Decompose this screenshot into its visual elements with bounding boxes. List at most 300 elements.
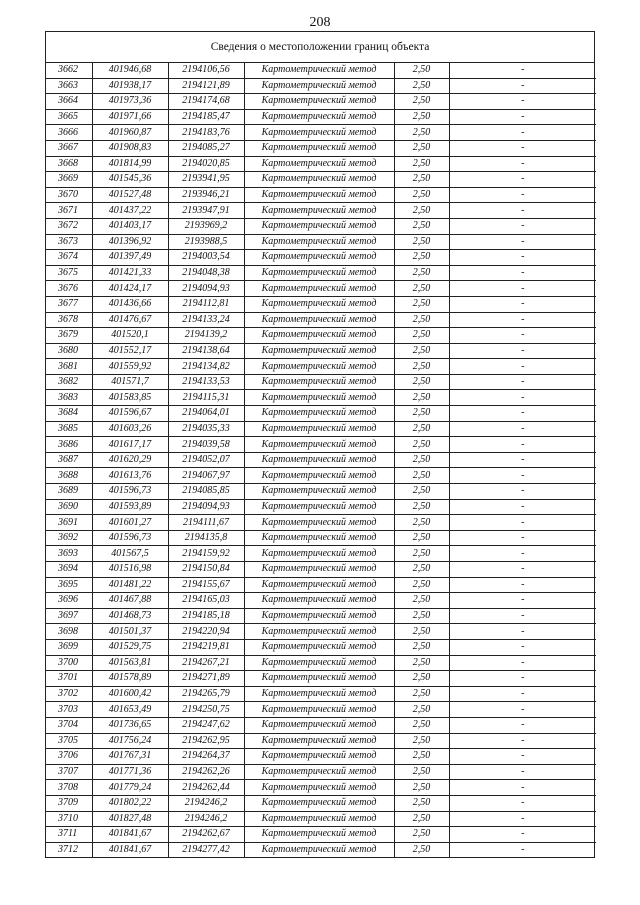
table-row xyxy=(46,218,596,234)
y-coordinate-cell: 2194262,67 xyxy=(168,827,244,843)
y-coordinate-cell: 2194064,01 xyxy=(168,406,244,422)
point-number-cell: 3662 xyxy=(58,64,78,76)
description-cell: - xyxy=(449,624,596,640)
accuracy-cell: 2,50 xyxy=(394,624,449,640)
y-coordinate-cell: 2194134,82 xyxy=(168,359,244,375)
x-coordinate-cell: 401593,89 xyxy=(92,499,168,515)
accuracy-cell: 2,50 xyxy=(394,593,449,609)
x-coordinate-cell: 401436,66 xyxy=(92,296,168,312)
accuracy-cell: 2,50 xyxy=(394,359,449,375)
y-coordinate-cell: 2194039,58 xyxy=(168,437,244,453)
y-coordinate-cell: 2194219,81 xyxy=(168,639,244,655)
x-coordinate-cell: 401468,73 xyxy=(92,608,168,624)
method-cell: Картометрический метод xyxy=(244,296,394,312)
method-cell: Картометрический метод xyxy=(244,265,394,281)
point-number-cell: 3682 xyxy=(46,374,92,390)
x-coordinate-cell: 401908,83 xyxy=(92,140,168,156)
x-coordinate-cell: 401767,31 xyxy=(92,749,168,765)
accuracy-cell: 2,50 xyxy=(394,78,449,94)
x-coordinate-cell: 401814,99 xyxy=(92,156,168,172)
table-row xyxy=(46,530,596,546)
point-number-cell: 3697 xyxy=(46,608,92,624)
description-cell: - xyxy=(449,811,596,827)
point-number-cell: 3712 xyxy=(46,842,92,857)
point-number-cell: 3709 xyxy=(46,795,92,811)
table-title: Сведения о местоположении границ объекта xyxy=(46,32,594,63)
point-number-cell: 3684 xyxy=(46,406,92,422)
accuracy-cell: 2,50 xyxy=(394,406,449,422)
point-number-cell: 3666 xyxy=(46,125,92,141)
accuracy-cell: 2,50 xyxy=(394,499,449,515)
point-number-cell: 3669 xyxy=(46,172,92,188)
coordinates-table xyxy=(46,63,596,857)
point-number-cell: 3681 xyxy=(46,359,92,375)
method-cell: Картометрический метод xyxy=(244,484,394,500)
accuracy-cell: 2,50 xyxy=(394,811,449,827)
method-cell: Картометрический метод xyxy=(244,343,394,359)
x-coordinate-cell: 401578,89 xyxy=(92,671,168,687)
description-cell: - xyxy=(449,827,596,843)
description-cell: - xyxy=(449,795,596,811)
x-coordinate-cell: 401529,75 xyxy=(92,639,168,655)
description-cell: - xyxy=(449,530,596,546)
accuracy-cell: 2,50 xyxy=(394,655,449,671)
point-number-cell: 3687 xyxy=(46,452,92,468)
y-coordinate-cell: 2194106,56 xyxy=(168,63,244,78)
accuracy-cell: 2,50 xyxy=(394,63,449,78)
method-cell: Картометрический метод xyxy=(244,702,394,718)
y-coordinate-cell: 2194003,54 xyxy=(168,250,244,266)
description-cell: - xyxy=(449,172,596,188)
point-number-cell: 3674 xyxy=(46,250,92,266)
y-coordinate-cell: 2194085,85 xyxy=(168,484,244,500)
accuracy-cell: 2,50 xyxy=(394,281,449,297)
accuracy-cell: 2,50 xyxy=(394,390,449,406)
point-number-cell: 3667 xyxy=(46,140,92,156)
method-cell: Картометрический метод xyxy=(244,624,394,640)
point-number-cell: 3706 xyxy=(46,749,92,765)
point-number-cell: 3668 xyxy=(46,156,92,172)
point-number-cell: 3698 xyxy=(46,624,92,640)
y-coordinate-cell: 2194264,37 xyxy=(168,749,244,765)
accuracy-cell: 2,50 xyxy=(394,312,449,328)
accuracy-cell: 2,50 xyxy=(394,234,449,250)
y-coordinate-cell: 2194247,62 xyxy=(168,717,244,733)
table-row xyxy=(46,312,596,328)
description-cell: - xyxy=(449,78,596,94)
table-row xyxy=(46,140,596,156)
point-number-cell: 3675 xyxy=(46,265,92,281)
description-cell: - xyxy=(449,187,596,203)
description-cell: - xyxy=(449,842,596,857)
y-coordinate-cell: 2194262,26 xyxy=(168,764,244,780)
description-cell: - xyxy=(449,234,596,250)
y-coordinate-cell: 2194262,95 xyxy=(168,733,244,749)
y-coordinate-cell: 2194185,47 xyxy=(168,109,244,125)
point-number-cell: 3688 xyxy=(46,468,92,484)
method-cell: Картометрический метод xyxy=(244,608,394,624)
description-cell: - xyxy=(449,702,596,718)
description-cell: - xyxy=(449,63,596,78)
description-cell: - xyxy=(449,421,596,437)
y-coordinate-cell: 2194133,53 xyxy=(168,374,244,390)
x-coordinate-cell: 401596,67 xyxy=(92,406,168,422)
x-coordinate-cell: 401571,7 xyxy=(92,374,168,390)
x-coordinate-cell: 401620,29 xyxy=(92,452,168,468)
accuracy-cell: 2,50 xyxy=(394,562,449,578)
description-cell: - xyxy=(449,499,596,515)
description-cell: - xyxy=(449,764,596,780)
point-number-cell: 3670 xyxy=(46,187,92,203)
y-coordinate-cell: 2194085,27 xyxy=(168,140,244,156)
y-coordinate-cell: 2193969,2 xyxy=(168,218,244,234)
accuracy-cell: 2,50 xyxy=(394,468,449,484)
method-cell: Картометрический метод xyxy=(244,530,394,546)
point-number-cell: 3683 xyxy=(46,390,92,406)
table-row xyxy=(46,78,596,94)
description-cell: - xyxy=(449,203,596,219)
accuracy-cell: 2,50 xyxy=(394,296,449,312)
x-coordinate-cell: 401802,22 xyxy=(92,795,168,811)
accuracy-cell: 2,50 xyxy=(394,530,449,546)
accuracy-cell: 2,50 xyxy=(394,842,449,857)
x-coordinate-cell: 401516,98 xyxy=(92,562,168,578)
y-coordinate-cell: 2194052,07 xyxy=(168,452,244,468)
method-cell: Картометрический метод xyxy=(244,125,394,141)
accuracy-cell: 2,50 xyxy=(394,125,449,141)
point-number-cell: 3680 xyxy=(46,343,92,359)
y-coordinate-cell: 2194135,8 xyxy=(168,530,244,546)
table-row xyxy=(46,390,596,406)
point-number-cell: 3701 xyxy=(46,671,92,687)
method-cell: Картометрический метод xyxy=(244,328,394,344)
accuracy-cell: 2,50 xyxy=(394,187,449,203)
point-number-cell: 3700 xyxy=(46,655,92,671)
method-cell: Картометрический метод xyxy=(244,593,394,609)
method-cell: Картометрический метод xyxy=(244,63,394,78)
table-row xyxy=(46,499,596,515)
description-cell: - xyxy=(449,281,596,297)
accuracy-cell: 2,50 xyxy=(394,156,449,172)
y-coordinate-cell: 2194048,38 xyxy=(168,265,244,281)
y-coordinate-cell: 2194094,93 xyxy=(168,281,244,297)
method-cell: Картометрический метод xyxy=(244,749,394,765)
x-coordinate-cell: 401617,17 xyxy=(92,437,168,453)
x-coordinate-cell: 401545,36 xyxy=(92,172,168,188)
point-number-cell: 3710 xyxy=(46,811,92,827)
table-row xyxy=(46,515,596,531)
y-coordinate-cell: 2194150,84 xyxy=(168,562,244,578)
method-cell: Картометрический метод xyxy=(244,78,394,94)
point-number-cell: 3685 xyxy=(46,421,92,437)
accuracy-cell: 2,50 xyxy=(394,250,449,266)
table-row xyxy=(46,374,596,390)
description-cell: - xyxy=(449,468,596,484)
table-row xyxy=(46,172,596,188)
x-coordinate-cell: 401973,36 xyxy=(92,94,168,110)
method-cell: Картометрический метод xyxy=(244,577,394,593)
table-row xyxy=(46,94,596,110)
accuracy-cell: 2,50 xyxy=(394,515,449,531)
method-cell: Картометрический метод xyxy=(244,452,394,468)
point-number-cell: 3689 xyxy=(46,484,92,500)
method-cell: Картометрический метод xyxy=(244,686,394,702)
y-coordinate-cell: 2194250,75 xyxy=(168,702,244,718)
accuracy-cell: 2,50 xyxy=(394,827,449,843)
x-coordinate-cell: 401527,48 xyxy=(92,187,168,203)
accuracy-cell: 2,50 xyxy=(394,702,449,718)
table-row xyxy=(46,655,596,671)
description-cell: - xyxy=(449,562,596,578)
x-coordinate-cell: 401613,76 xyxy=(92,468,168,484)
table-row xyxy=(46,733,596,749)
method-cell: Картометрический метод xyxy=(244,374,394,390)
y-coordinate-cell: 2193941,95 xyxy=(168,172,244,188)
table-row xyxy=(46,109,596,125)
boundary-table-sheet xyxy=(45,31,595,858)
y-coordinate-cell: 2194121,89 xyxy=(168,78,244,94)
method-cell: Картометрический метод xyxy=(244,780,394,796)
accuracy-cell: 2,50 xyxy=(394,218,449,234)
table-row xyxy=(46,624,596,640)
description-cell: - xyxy=(449,250,596,266)
description-cell: - xyxy=(449,94,596,110)
description-cell: - xyxy=(449,374,596,390)
method-cell: Картометрический метод xyxy=(244,562,394,578)
y-coordinate-cell: 2194185,18 xyxy=(168,608,244,624)
table-row xyxy=(46,63,596,78)
x-coordinate-cell: 401596,73 xyxy=(92,530,168,546)
description-cell: - xyxy=(449,343,596,359)
table-row xyxy=(46,702,596,718)
x-coordinate-cell: 401559,92 xyxy=(92,359,168,375)
point-number-cell: 3708 xyxy=(46,780,92,796)
table-row xyxy=(46,827,596,843)
method-cell: Картометрический метод xyxy=(244,827,394,843)
y-coordinate-cell: 2194020,85 xyxy=(168,156,244,172)
point-number-cell: 3664 xyxy=(46,94,92,110)
description-cell: - xyxy=(449,639,596,655)
y-coordinate-cell: 2194174,68 xyxy=(168,94,244,110)
table-row xyxy=(46,156,596,172)
x-coordinate-cell: 401421,33 xyxy=(92,265,168,281)
description-cell: - xyxy=(449,655,596,671)
table-row xyxy=(46,421,596,437)
x-coordinate-cell: 401938,17 xyxy=(92,78,168,94)
table-row xyxy=(46,328,596,344)
description-cell: - xyxy=(449,140,596,156)
method-cell: Картометрический метод xyxy=(244,109,394,125)
method-cell: Картометрический метод xyxy=(244,733,394,749)
y-coordinate-cell: 2194155,67 xyxy=(168,577,244,593)
point-number-cell: 3663 xyxy=(46,78,92,94)
method-cell: Картометрический метод xyxy=(244,250,394,266)
y-coordinate-cell: 2194035,33 xyxy=(168,421,244,437)
description-cell: - xyxy=(449,593,596,609)
description-cell: - xyxy=(449,686,596,702)
method-cell: Картометрический метод xyxy=(244,172,394,188)
point-number-cell: 3704 xyxy=(46,717,92,733)
method-cell: Картометрический метод xyxy=(244,671,394,687)
table-row xyxy=(46,406,596,422)
x-coordinate-cell: 401552,17 xyxy=(92,343,168,359)
table-row xyxy=(46,749,596,765)
x-coordinate-cell: 401841,67 xyxy=(92,827,168,843)
y-coordinate-cell: 2194115,31 xyxy=(168,390,244,406)
description-cell: - xyxy=(449,733,596,749)
y-coordinate-cell: 2194139,2 xyxy=(168,328,244,344)
description-cell: - xyxy=(449,390,596,406)
description-cell: - xyxy=(449,608,596,624)
accuracy-cell: 2,50 xyxy=(394,328,449,344)
method-cell: Картометрический метод xyxy=(244,639,394,655)
y-coordinate-cell: 2194271,89 xyxy=(168,671,244,687)
y-coordinate-cell: 2194112,81 xyxy=(168,296,244,312)
x-coordinate-cell: 401771,36 xyxy=(92,764,168,780)
description-cell: - xyxy=(449,359,596,375)
method-cell: Картометрический метод xyxy=(244,234,394,250)
description-cell: - xyxy=(449,109,596,125)
x-coordinate-cell: 401563,81 xyxy=(92,655,168,671)
accuracy-cell: 2,50 xyxy=(394,484,449,500)
accuracy-cell: 2,50 xyxy=(394,343,449,359)
y-coordinate-cell: 2194183,76 xyxy=(168,125,244,141)
accuracy-cell: 2,50 xyxy=(394,374,449,390)
x-coordinate-cell: 401653,49 xyxy=(92,702,168,718)
description-cell: - xyxy=(449,717,596,733)
method-cell: Картометрический метод xyxy=(244,764,394,780)
x-coordinate-cell: 401567,5 xyxy=(92,546,168,562)
description-cell: - xyxy=(449,156,596,172)
x-coordinate-cell: 401403,17 xyxy=(92,218,168,234)
table-row xyxy=(46,484,596,500)
method-cell: Картометрический метод xyxy=(244,515,394,531)
method-cell: Картометрический метод xyxy=(244,156,394,172)
accuracy-cell: 2,50 xyxy=(394,717,449,733)
point-number-cell: 3678 xyxy=(46,312,92,328)
x-coordinate-cell: 401481,22 xyxy=(92,577,168,593)
y-coordinate-cell: 2194159,92 xyxy=(168,546,244,562)
method-cell: Картометрический метод xyxy=(244,795,394,811)
y-coordinate-cell: 2194067,97 xyxy=(168,468,244,484)
y-coordinate-cell: 2194165,03 xyxy=(168,593,244,609)
accuracy-cell: 2,50 xyxy=(394,780,449,796)
y-coordinate-cell: 2194262,44 xyxy=(168,780,244,796)
point-number-cell: 3699 xyxy=(46,639,92,655)
description-cell: - xyxy=(449,577,596,593)
method-cell: Картометрический метод xyxy=(244,811,394,827)
y-coordinate-cell: 2194277,42 xyxy=(168,842,244,857)
point-number-cell: 3711 xyxy=(46,827,92,843)
table-row xyxy=(46,437,596,453)
table-row xyxy=(46,296,596,312)
y-coordinate-cell: 2194267,21 xyxy=(168,655,244,671)
accuracy-cell: 2,50 xyxy=(394,437,449,453)
y-coordinate-cell: 2193946,21 xyxy=(168,187,244,203)
table-row xyxy=(46,125,596,141)
point-number-cell: 3702 xyxy=(46,686,92,702)
method-cell: Картометрический метод xyxy=(244,281,394,297)
table-row xyxy=(46,795,596,811)
description-cell: - xyxy=(449,452,596,468)
accuracy-cell: 2,50 xyxy=(394,546,449,562)
table-row xyxy=(46,671,596,687)
table-row xyxy=(46,780,596,796)
x-coordinate-cell: 401583,85 xyxy=(92,390,168,406)
y-coordinate-cell: 2194265,79 xyxy=(168,686,244,702)
accuracy-cell: 2,50 xyxy=(394,749,449,765)
x-coordinate-cell: 401960,87 xyxy=(92,125,168,141)
method-cell: Картометрический метод xyxy=(244,842,394,857)
accuracy-cell: 2,50 xyxy=(394,203,449,219)
table-row xyxy=(46,234,596,250)
method-cell: Картометрический метод xyxy=(244,499,394,515)
description-cell: - xyxy=(449,749,596,765)
point-number-cell: 3693 xyxy=(46,546,92,562)
y-coordinate-cell: 2193947,91 xyxy=(168,203,244,219)
table-row xyxy=(46,593,596,609)
x-coordinate-cell: 401437,22 xyxy=(92,203,168,219)
table-row xyxy=(46,187,596,203)
table-row xyxy=(46,608,596,624)
x-coordinate-cell: 401603,26 xyxy=(92,421,168,437)
accuracy-cell: 2,50 xyxy=(394,265,449,281)
description-cell: - xyxy=(449,671,596,687)
description-cell: - xyxy=(449,218,596,234)
point-number-cell: 3703 xyxy=(46,702,92,718)
y-coordinate-cell: 2194111,67 xyxy=(168,515,244,531)
accuracy-cell: 2,50 xyxy=(394,795,449,811)
x-coordinate-cell: 401827,48 xyxy=(92,811,168,827)
method-cell: Картометрический метод xyxy=(244,546,394,562)
x-coordinate-cell: 401736,65 xyxy=(92,717,168,733)
y-coordinate-cell: 2194133,24 xyxy=(168,312,244,328)
x-coordinate-cell: 401841,67 xyxy=(92,842,168,857)
table-row xyxy=(46,764,596,780)
description-cell: - xyxy=(449,296,596,312)
point-number-cell: 3676 xyxy=(46,281,92,297)
method-cell: Картометрический метод xyxy=(244,390,394,406)
method-cell: Картометрический метод xyxy=(244,203,394,219)
y-coordinate-cell: 2194246,2 xyxy=(168,811,244,827)
y-coordinate-cell: 2194220,94 xyxy=(168,624,244,640)
description-cell: - xyxy=(449,406,596,422)
accuracy-cell: 2,50 xyxy=(394,94,449,110)
point-number-cell: 3672 xyxy=(46,218,92,234)
point-number-cell: 3694 xyxy=(46,562,92,578)
table-row xyxy=(46,546,596,562)
table-row xyxy=(46,203,596,219)
accuracy-cell: 2,50 xyxy=(394,421,449,437)
table-row xyxy=(46,452,596,468)
x-coordinate-cell: 401596,73 xyxy=(92,484,168,500)
point-number-cell: 3692 xyxy=(46,530,92,546)
coordinates-table-body xyxy=(46,63,596,857)
description-cell: - xyxy=(449,265,596,281)
method-cell: Картометрический метод xyxy=(244,655,394,671)
description-cell: - xyxy=(449,780,596,796)
accuracy-cell: 2,50 xyxy=(394,671,449,687)
point-number-cell: 3677 xyxy=(46,296,92,312)
accuracy-cell: 2,50 xyxy=(394,452,449,468)
y-coordinate-cell: 2194246,2 xyxy=(168,795,244,811)
point-number-cell: 3695 xyxy=(46,577,92,593)
accuracy-cell: 2,50 xyxy=(394,172,449,188)
table-row xyxy=(46,468,596,484)
x-coordinate-cell: 401601,27 xyxy=(92,515,168,531)
x-coordinate-cell: 401779,24 xyxy=(92,780,168,796)
method-cell: Картометрический метод xyxy=(244,717,394,733)
